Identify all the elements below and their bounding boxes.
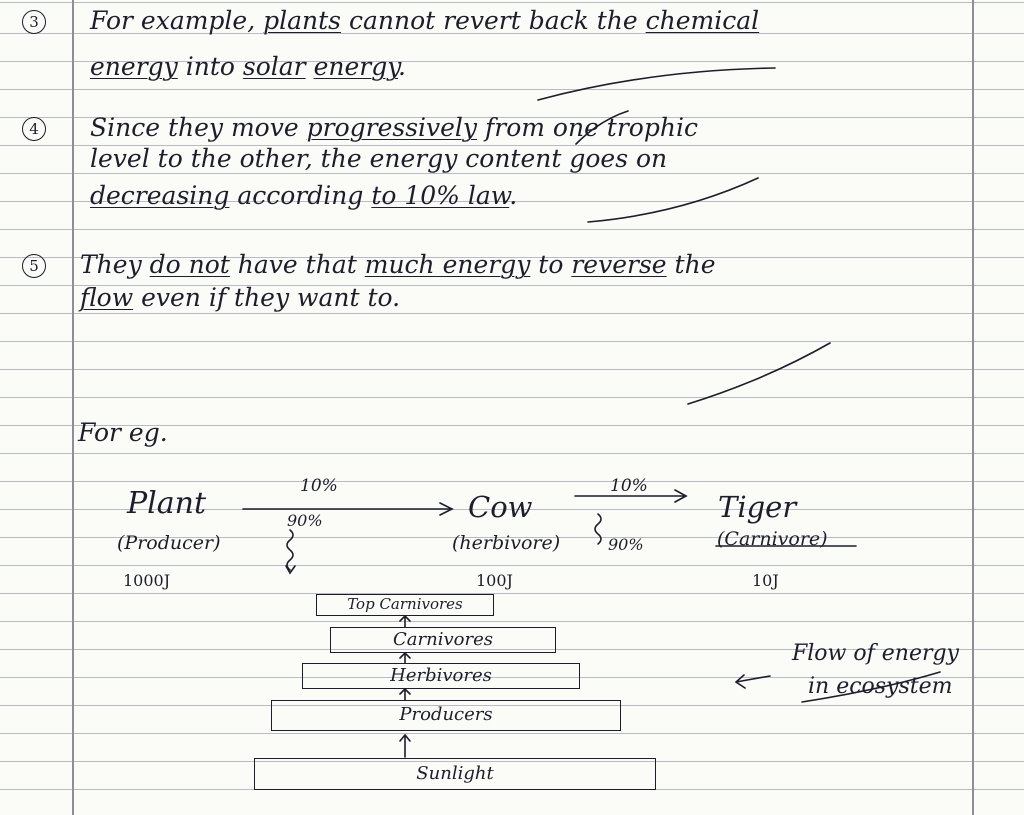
point-5-line-1: They do not have that much energy to reverse the [80, 250, 716, 279]
point-3-line-1: For example, plants cannot revert back the chemical [90, 6, 760, 35]
cow-role: (herbivore) [452, 532, 561, 554]
point-3-line-2: energy into solar energy. [90, 52, 406, 81]
arrow-1-percent: 10% [300, 476, 338, 496]
pyramid-producers: Producers [271, 700, 621, 731]
arrow-1-loss: 90% [287, 511, 323, 530]
tick-mark-1 [538, 68, 775, 100]
point-4-line-2: level to the other, the energy content goes on [90, 144, 668, 173]
point-4-line-3: decreasing according to 10% law. [90, 181, 518, 210]
pyramid-arrow-3 [400, 689, 410, 700]
pyramid-top-carnivores: Top Carnivores [316, 594, 494, 616]
heat-loss-squiggle-2 [595, 514, 601, 544]
tiger-label: Tiger [718, 490, 797, 524]
tick-mark-2 [576, 111, 628, 144]
cow-label: Cow [468, 490, 533, 524]
point-5-number: 5 [22, 254, 46, 278]
plant-role: (Producer) [117, 532, 221, 554]
tick-mark-3 [588, 178, 758, 222]
tiger-energy: 10J [752, 571, 779, 590]
pyramid-arrow-4 [400, 735, 410, 757]
pyramid-arrow-1 [400, 616, 410, 627]
flow-caption-line-2: in ecosystem [808, 674, 953, 699]
tick-mark-4 [688, 343, 830, 404]
flow-caption-line-1: Flow of energy [792, 641, 959, 666]
plant-label: Plant [127, 486, 207, 521]
example-label: For eg. [78, 418, 168, 447]
pyramid-carnivores: Carnivores [330, 627, 556, 653]
arrow-2-percent: 10% [610, 476, 648, 496]
point-4-number: 4 [22, 117, 46, 141]
pyramid-sunlight: Sunlight [254, 758, 656, 790]
point-3-number: 3 [22, 10, 46, 34]
heat-loss-squiggle-1 [287, 530, 293, 570]
pyramid-herbivores: Herbivores [302, 663, 580, 689]
flow-arrow [736, 675, 770, 688]
pyramid-arrow-2 [400, 653, 410, 663]
plant-energy: 1000J [123, 571, 171, 590]
point-5-line-2: flow even if they want to. [80, 283, 401, 312]
cow-energy: 100J [476, 571, 513, 590]
point-4-line-1: Since they move progressively from one trophic [90, 113, 698, 142]
tiger-role: (Carnivore) [717, 528, 828, 550]
arrow-2-loss: 90% [608, 535, 644, 554]
flow-caption-stroke [802, 672, 940, 702]
